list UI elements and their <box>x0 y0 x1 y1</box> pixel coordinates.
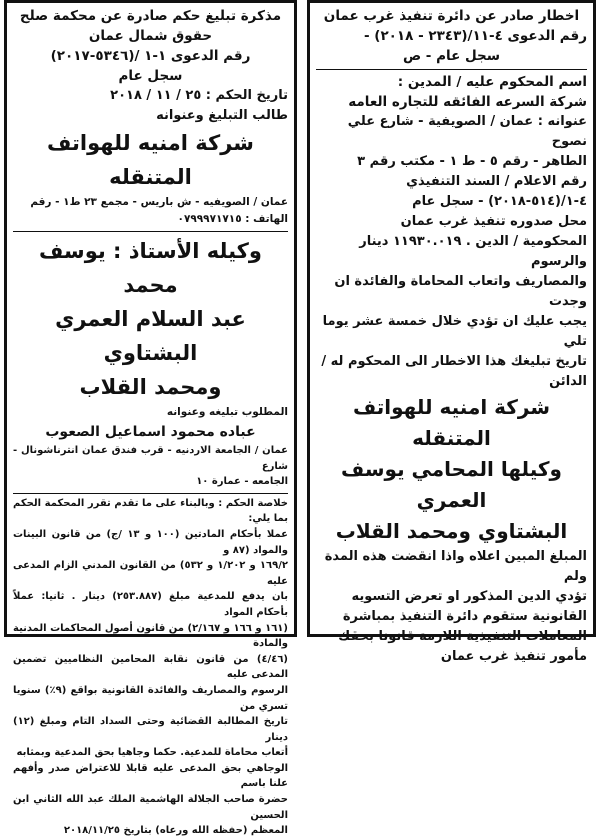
execution-notice-right <box>307 0 596 664</box>
closing-line: المعاملات التنفيذية اللازمة قانونا بحقك <box>338 629 587 644</box>
register: سجل عام <box>118 68 183 84</box>
notice-line: رقم الدعوى ٤-١١/(٢٣٤٣ - ٢٠١٨) - <box>363 28 587 44</box>
notice-line: اخطار صادر عن دائرة تنفيذ غرب عمان <box>323 8 580 24</box>
notice-line: يجب عليك ان تؤدي خلال خمسة عشر يوما تلي <box>322 314 587 349</box>
signature-line: مأمور تنفيذ غرب عمان <box>440 649 587 664</box>
judgment-line: تاريخ المطالبة القضائية وحتى السداد التام ومبلغ (١٢) دينار <box>13 716 288 743</box>
notified-address-line: الجامعه - عمارة ١٠ <box>196 476 288 488</box>
notified-name: عباده محمود اسماعيل الصعوب <box>45 424 256 440</box>
judgment-line: أتعاب محاماة للمدعية. حكما وجاهيا بحق المدعية وبمثابه <box>16 747 288 759</box>
judgment-line: خلاصة الحكم : وبالبناء على ما تقدم تقرر المحكمة الحكم بما يلي: <box>13 497 288 525</box>
creditor-line: وكيلها المحامي يوسف العمري <box>341 457 562 512</box>
requester-address: عمان / الصويفيه - ش باريس - مجمع ٢٣ ط١ - رقم <box>30 196 288 208</box>
requester-phone: الهاتف : ٠٧٩٩٩٧١٧١٥ <box>177 213 288 225</box>
judgment-line: (٤/٤٦) من قانون نقابة المحامين النظاميين تضمين المدعى عليه <box>13 653 288 681</box>
judgment-line: بان يدفع للمدعية مبلغ (٢٥٣.٨٨٧) دينار . ثانيا: عملاً بأحكام المواد <box>13 591 288 618</box>
notice-line: ٤-١/(٥١٤-٢٠١٨) - سجل عام <box>412 194 587 209</box>
closing-line: المبلغ المبين اعلاه واذا انقضت هذه المدة ولم <box>324 549 587 584</box>
notice-title-line: حقوق شمال عمان <box>88 28 213 44</box>
judgment-line: حضرة صاحب الجلالة الهاشمية الملك عبد الله الثاني ابن الحسين <box>13 794 288 821</box>
notice-line: اسم المحكوم عليه / المدين : <box>397 74 587 90</box>
requester-label: طالب التبليغ وعنوانه <box>156 108 288 123</box>
notice-line: شركة السرعه الفائقه للتجاره العامه <box>348 94 587 110</box>
divider <box>316 69 587 70</box>
creditor-line: شركة امنيه للهواتف المتنقله <box>352 395 551 450</box>
notice-line: تاريخ تبليغك هذا الاخطار الى المحكوم له / <box>321 354 587 369</box>
notice-line: الطاهر - رقم ٥ - ط ١ - مكتب رقم ٣ <box>357 154 587 169</box>
judgment-notice-left <box>4 0 297 837</box>
closing-line: تؤدي الدين المذكور او تعرض التسويه <box>351 589 587 604</box>
judgment-line: الرسوم والمصاريف والفائدة القانونية بواقع (٩٪) سنويا تسري من <box>13 684 288 712</box>
notice-line: المحكومية / الدين . ١١٩٣٠.٠١٩ دينار والرسوم <box>359 234 587 269</box>
notice-title-line: مذكرة تبليغ حكم صادرة عن محكمة صلح <box>19 8 282 24</box>
notified-label: المطلوب تبليغه وعنوانه <box>166 406 288 418</box>
ruling-date: تاريخ الحكم : ٢٥ / ١١ / ٢٠١٨ <box>110 88 288 103</box>
divider <box>13 493 288 494</box>
notice-line: عنوانه : عمان / الصويفية - شارع علي نصوح <box>347 114 587 149</box>
case-number: رقم الدعوى ١-١ /(٥٣٤٦-٢٠١٧) <box>50 48 251 64</box>
notified-address-line: عمان / الجامعة الاردنيه - قرب فندق عمان انترناشونال - شارع <box>13 445 288 472</box>
requester-name: شركة امنيه للهواتف المتنقله <box>47 131 254 189</box>
judgment-line: الوجاهي بحق المدعى عليه قابلا للاعتراض صدر وأفهم علنا باسم <box>13 762 288 790</box>
judgment-line: ١٦٩/٢ و ١/٢٠٢ و ٥٣٢) من القانون المدني الزام المدعى عليه <box>13 560 288 587</box>
notice-line: رقم الاعلام / السند التنفيذي <box>406 174 587 189</box>
notice-line: محل صدوره تنفيذ غرب عمان <box>400 214 587 229</box>
notice-line: سجل عام - ص <box>402 48 501 64</box>
agent-line: ومحمد القلاب <box>79 375 222 399</box>
agent-line: عبد السلام العمري البشتاوي <box>55 307 246 365</box>
judgment-line: (١٦١ و ١٦٦ و ٢/١٦٧) من قانون أصول المحاكمات المدنية والمادة <box>13 622 288 650</box>
creditor-line: البشتاوي ومحمد القلاب <box>335 519 568 543</box>
judgment-line: المعظم (حفظه الله ورعاه) بتاريخ ٢٠١٨/١١/٢٥ <box>63 825 288 837</box>
agent-line: وكيله الأستاذ : يوسف محمد <box>39 239 262 297</box>
notice-line: الدائن <box>549 374 587 389</box>
divider <box>13 231 288 232</box>
judgment-line: عملا بأحكام المادتين (١٠٠ و ١٣ /ج) من قانون البينات والمواد (٨٧ و <box>13 528 288 556</box>
notice-line: والمصاريف واتعاب المحاماة والفائدة ان وجدت <box>334 274 587 309</box>
closing-line: القانونية ستقوم دائرة التنفيذ بمباشرة <box>342 609 587 624</box>
